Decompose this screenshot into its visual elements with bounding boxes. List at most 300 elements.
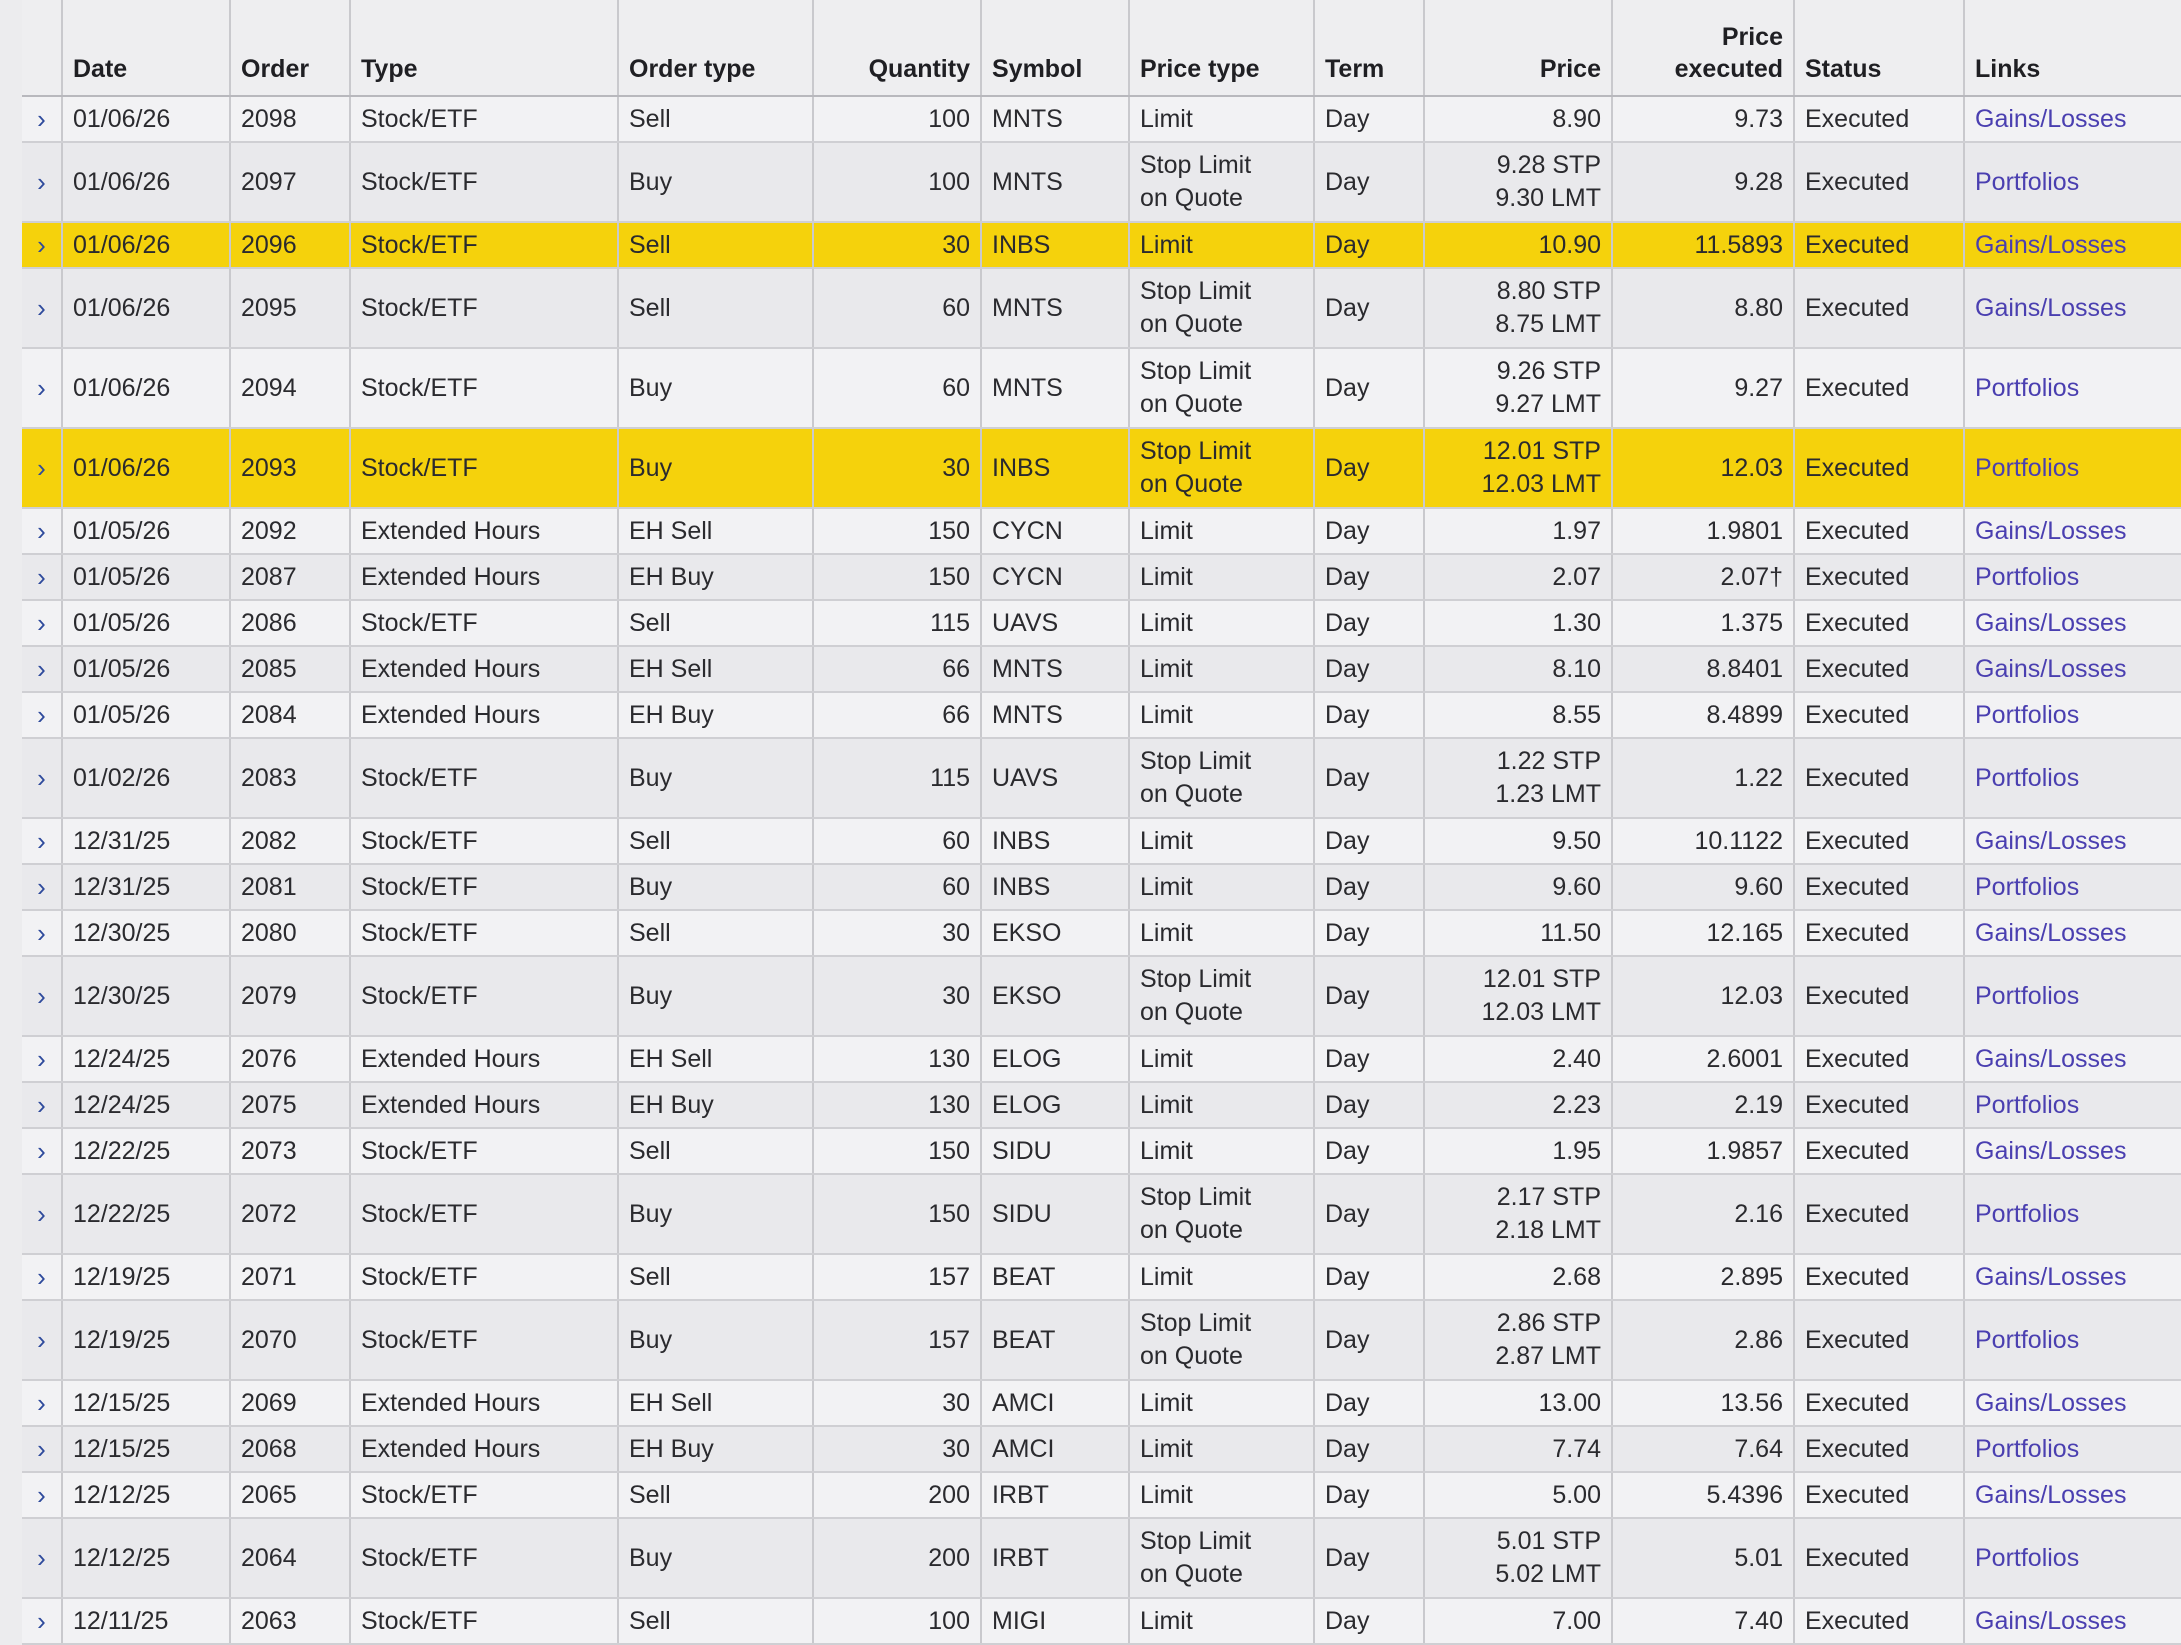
price-cell-text: 5.02 LMT xyxy=(1495,1560,1601,1588)
price-executed-cell-text: 8.4899 xyxy=(1706,700,1783,729)
price-type-cell-text: Limit xyxy=(1140,700,1193,729)
price-type-cell-text: Limit xyxy=(1140,918,1193,947)
status-cell-text: Executed xyxy=(1805,1262,1910,1291)
expand-row-chevron-icon[interactable]: › xyxy=(22,348,62,428)
price-type-cell xyxy=(1129,600,1314,646)
expand-row-chevron-icon[interactable]: › xyxy=(22,1472,62,1518)
price-executed-cell xyxy=(1612,1128,1794,1174)
table-row[interactable] xyxy=(22,818,2181,864)
portfolios-link[interactable] xyxy=(1964,554,2181,600)
portfolios-link[interactable] xyxy=(1964,1174,2181,1254)
table-row[interactable] xyxy=(22,268,2181,348)
status-cell xyxy=(1794,1300,1964,1380)
expand-row-chevron-icon[interactable]: › xyxy=(22,222,62,268)
quantity-cell xyxy=(813,864,981,910)
table-row[interactable] xyxy=(22,508,2181,554)
table-row[interactable] xyxy=(22,96,2181,142)
portfolios-link[interactable] xyxy=(1964,1426,2181,1472)
price-cell xyxy=(1424,818,1612,864)
portfolios-link[interactable] xyxy=(1964,1300,2181,1380)
term-cell xyxy=(1314,1380,1424,1426)
column-header-price-type[interactable]: Price type xyxy=(1129,0,1314,96)
gains-losses-link[interactable] xyxy=(1964,96,2181,142)
date-cell-text: 12/24/25 xyxy=(73,1090,171,1119)
order-type-cell-text: Buy xyxy=(629,373,673,402)
date-cell xyxy=(62,96,230,142)
symbol-cell-text: IRBT xyxy=(992,1480,1049,1509)
price-type-cell-text: Stop Limit xyxy=(1140,437,1252,465)
price-executed-cell xyxy=(1612,1380,1794,1426)
gains-losses-link-text[interactable]: Gains/Losses xyxy=(1975,1136,2127,1165)
status-cell-text: Executed xyxy=(1805,373,1910,402)
term-cell xyxy=(1314,1036,1424,1082)
quantity-cell-text: 60 xyxy=(942,373,970,402)
price-cell xyxy=(1424,1254,1612,1300)
expand-row-chevron-icon[interactable]: › xyxy=(22,1300,62,1380)
status-cell-text: Executed xyxy=(1805,1044,1910,1073)
gains-losses-link[interactable] xyxy=(1964,222,2181,268)
term-cell-text: Day xyxy=(1325,1480,1370,1509)
table-row[interactable] xyxy=(22,1036,2181,1082)
price-type-cell xyxy=(1129,1036,1314,1082)
type-cell-text: Extended Hours xyxy=(361,1388,541,1417)
term-cell-text: Day xyxy=(1325,700,1370,729)
gains-losses-link[interactable] xyxy=(1964,818,2181,864)
order-type-cell-text: Buy xyxy=(629,872,673,901)
price-executed-cell xyxy=(1612,428,1794,508)
date-cell xyxy=(62,428,230,508)
table-row[interactable] xyxy=(22,646,2181,692)
term-cell-text: Day xyxy=(1325,1388,1370,1417)
portfolios-link-text[interactable]: Portfolios xyxy=(1975,1199,2080,1228)
quantity-cell xyxy=(813,1518,981,1598)
table-row[interactable] xyxy=(22,910,2181,956)
gains-losses-link[interactable] xyxy=(1964,1036,2181,1082)
price-type-cell-text: Stop Limit xyxy=(1140,1309,1252,1337)
term-cell-text: Day xyxy=(1325,1199,1370,1228)
table-row[interactable] xyxy=(22,692,2181,738)
expand-row-chevron-icon[interactable]: › xyxy=(22,508,62,554)
gains-losses-link-text[interactable]: Gains/Losses xyxy=(1975,1480,2127,1509)
order-number-cell xyxy=(230,268,350,348)
expand-row-chevron-icon[interactable]: › xyxy=(22,818,62,864)
order-type-cell-text: Sell xyxy=(629,826,671,855)
symbol-cell xyxy=(981,910,1129,956)
type-cell xyxy=(350,1518,618,1598)
date-cell-text: 12/24/25 xyxy=(73,1044,171,1073)
portfolios-link[interactable] xyxy=(1964,348,2181,428)
gains-losses-link[interactable] xyxy=(1964,1128,2181,1174)
expand-row-chevron-icon[interactable]: › xyxy=(22,142,62,222)
symbol-cell-text: CYCN xyxy=(992,516,1063,545)
price-cell xyxy=(1424,222,1612,268)
table-row[interactable] xyxy=(22,142,2181,222)
status-cell-text: Executed xyxy=(1805,562,1910,591)
column-header-order[interactable]: Order xyxy=(230,0,350,96)
term-cell-text: Day xyxy=(1325,1325,1370,1354)
gains-losses-link[interactable] xyxy=(1964,1472,2181,1518)
gains-losses-link[interactable] xyxy=(1964,1254,2181,1300)
type-cell xyxy=(350,1472,618,1518)
price-cell-text: 1.22 STP xyxy=(1496,747,1601,775)
expand-row-chevron-icon[interactable]: › xyxy=(22,1426,62,1472)
quantity-cell xyxy=(813,1300,981,1380)
symbol-cell xyxy=(981,738,1129,818)
price-type-cell xyxy=(1129,508,1314,554)
symbol-cell xyxy=(981,864,1129,910)
table-row[interactable] xyxy=(22,1472,2181,1518)
gains-losses-link[interactable] xyxy=(1964,910,2181,956)
quantity-cell xyxy=(813,1254,981,1300)
term-cell xyxy=(1314,818,1424,864)
portfolios-link-text[interactable]: Portfolios xyxy=(1975,562,2080,591)
price-type-cell xyxy=(1129,818,1314,864)
price-executed-cell-text: 2.19 xyxy=(1734,1090,1783,1119)
expand-row-chevron-icon[interactable]: › xyxy=(22,1036,62,1082)
symbol-cell xyxy=(981,428,1129,508)
table-row[interactable] xyxy=(22,1082,2181,1128)
column-header-symbol[interactable]: Symbol xyxy=(981,0,1129,96)
status-cell xyxy=(1794,818,1964,864)
term-cell-text: Day xyxy=(1325,608,1370,637)
quantity-cell-text: 66 xyxy=(942,700,970,729)
price-executed-cell-text: 5.01 xyxy=(1734,1543,1783,1572)
column-header-type[interactable]: Type xyxy=(350,0,618,96)
date-cell xyxy=(62,348,230,428)
expand-row-chevron-icon[interactable]: › xyxy=(22,692,62,738)
gains-losses-link-text[interactable]: Gains/Losses xyxy=(1975,1606,2127,1635)
column-header-links: Links xyxy=(1964,0,2181,96)
symbol-cell xyxy=(981,818,1129,864)
column-header-quantity[interactable]: Quantity xyxy=(813,0,981,96)
quantity-cell xyxy=(813,1036,981,1082)
price-cell-text: 12.03 LMT xyxy=(1481,998,1601,1026)
table-row[interactable] xyxy=(22,1254,2181,1300)
type-cell xyxy=(350,692,618,738)
term-cell xyxy=(1314,646,1424,692)
symbol-cell xyxy=(981,692,1129,738)
symbol-cell xyxy=(981,348,1129,428)
expand-row-chevron-icon[interactable]: › xyxy=(22,1380,62,1426)
type-cell-text: Stock/ETF xyxy=(361,1480,478,1509)
portfolios-link[interactable] xyxy=(1964,738,2181,818)
symbol-cell xyxy=(981,1036,1129,1082)
price-executed-cell-text: 9.28 xyxy=(1734,167,1783,196)
price-cell xyxy=(1424,1082,1612,1128)
gains-losses-link[interactable] xyxy=(1964,1598,2181,1644)
quantity-cell-text: 200 xyxy=(928,1543,970,1572)
date-cell xyxy=(62,1380,230,1426)
type-cell-text: Stock/ETF xyxy=(361,373,478,402)
order-type-cell xyxy=(618,738,813,818)
date-cell-text: 12/19/25 xyxy=(73,1325,171,1354)
type-cell xyxy=(350,268,618,348)
term-cell xyxy=(1314,1472,1424,1518)
status-cell-text: Executed xyxy=(1805,293,1910,322)
gains-losses-link-text[interactable]: Gains/Losses xyxy=(1975,516,2127,545)
status-cell xyxy=(1794,910,1964,956)
term-cell-text: Day xyxy=(1325,230,1370,259)
order-number-cell-text: 2097 xyxy=(241,167,297,196)
order-type-cell xyxy=(618,268,813,348)
gains-losses-link-text[interactable]: Gains/Losses xyxy=(1975,918,2127,947)
column-header-price-executed[interactable]: Price executed xyxy=(1612,0,1794,96)
price-executed-cell-text: 10.1122 xyxy=(1694,826,1783,855)
symbol-cell xyxy=(981,222,1129,268)
quantity-cell xyxy=(813,1380,981,1426)
gains-losses-link[interactable] xyxy=(1964,508,2181,554)
symbol-cell xyxy=(981,956,1129,1036)
table-row[interactable] xyxy=(22,600,2181,646)
status-cell xyxy=(1794,1254,1964,1300)
quantity-cell xyxy=(813,910,981,956)
price-executed-cell-text: 2.895 xyxy=(1720,1262,1783,1291)
expand-row-chevron-icon[interactable]: › xyxy=(22,646,62,692)
status-cell-text: Executed xyxy=(1805,826,1910,855)
quantity-cell-text: 30 xyxy=(942,1434,970,1463)
portfolios-link-text[interactable]: Portfolios xyxy=(1975,981,2080,1010)
gains-losses-link-text[interactable]: Gains/Losses xyxy=(1975,1262,2127,1291)
order-type-cell-text: Sell xyxy=(629,293,671,322)
status-cell-text: Executed xyxy=(1805,918,1910,947)
expand-row-chevron-icon[interactable]: › xyxy=(22,268,62,348)
order-number-cell-text: 2082 xyxy=(241,826,297,855)
term-cell-text: Day xyxy=(1325,1090,1370,1119)
price-cell xyxy=(1424,864,1612,910)
table-header-row xyxy=(22,0,2181,96)
order-type-cell xyxy=(618,222,813,268)
expand-row-chevron-icon[interactable]: › xyxy=(22,1518,62,1598)
type-cell-text: Stock/ETF xyxy=(361,1262,478,1291)
portfolios-link-text[interactable]: Portfolios xyxy=(1975,763,2080,792)
status-cell-text: Executed xyxy=(1805,1480,1910,1509)
status-cell xyxy=(1794,956,1964,1036)
order-type-cell xyxy=(618,1300,813,1380)
gains-losses-link-text[interactable]: Gains/Losses xyxy=(1975,230,2127,259)
date-cell-text: 12/12/25 xyxy=(73,1543,171,1572)
portfolios-link-text[interactable]: Portfolios xyxy=(1975,373,2080,402)
symbol-cell-text: SIDU xyxy=(992,1199,1052,1228)
portfolios-link-text[interactable]: Portfolios xyxy=(1975,872,2080,901)
type-cell-text: Stock/ETF xyxy=(361,981,478,1010)
term-cell-text: Day xyxy=(1325,1262,1370,1291)
column-header-order-type[interactable]: Order type xyxy=(618,0,813,96)
term-cell xyxy=(1314,956,1424,1036)
price-type-cell xyxy=(1129,1426,1314,1472)
portfolios-link-text[interactable]: Portfolios xyxy=(1975,1543,2080,1572)
gains-losses-link[interactable] xyxy=(1964,646,2181,692)
expand-row-chevron-icon[interactable]: › xyxy=(22,738,62,818)
price-cell-text: 8.90 xyxy=(1552,104,1601,133)
symbol-cell xyxy=(981,1254,1129,1300)
order-type-cell xyxy=(618,646,813,692)
price-cell xyxy=(1424,348,1612,428)
portfolios-link[interactable] xyxy=(1964,428,2181,508)
price-executed-cell xyxy=(1612,1082,1794,1128)
symbol-cell-text: INBS xyxy=(992,453,1051,482)
quantity-cell-text: 150 xyxy=(928,1199,970,1228)
expand-row-chevron-icon[interactable]: › xyxy=(22,428,62,508)
price-type-cell xyxy=(1129,646,1314,692)
date-cell xyxy=(62,1598,230,1644)
portfolios-link[interactable] xyxy=(1964,1082,2181,1128)
status-cell xyxy=(1794,348,1964,428)
table-row[interactable] xyxy=(22,1128,2181,1174)
order-type-cell-text: Sell xyxy=(629,230,671,259)
gains-losses-link-text[interactable]: Gains/Losses xyxy=(1975,104,2127,133)
order-type-cell xyxy=(618,508,813,554)
price-type-cell-text: Stop Limit xyxy=(1140,277,1252,305)
expand-row-chevron-icon[interactable]: › xyxy=(22,600,62,646)
price-executed-cell-text: 1.9801 xyxy=(1706,516,1783,545)
type-cell xyxy=(350,1174,618,1254)
expand-row-chevron-icon[interactable]: › xyxy=(22,956,62,1036)
price-executed-cell xyxy=(1612,738,1794,818)
term-cell xyxy=(1314,1174,1424,1254)
status-cell xyxy=(1794,1426,1964,1472)
gains-losses-link-text[interactable]: Gains/Losses xyxy=(1975,1388,2127,1417)
table-row[interactable] xyxy=(22,1426,2181,1472)
price-type-cell-text: on Quote xyxy=(1140,1560,1243,1588)
gains-losses-link[interactable] xyxy=(1964,1380,2181,1426)
expand-row-chevron-icon[interactable]: › xyxy=(22,1174,62,1254)
term-cell xyxy=(1314,738,1424,818)
quantity-cell xyxy=(813,96,981,142)
quantity-cell-text: 100 xyxy=(928,167,970,196)
date-cell xyxy=(62,600,230,646)
table-row[interactable] xyxy=(22,1380,2181,1426)
price-cell xyxy=(1424,910,1612,956)
gains-losses-link-text[interactable]: Gains/Losses xyxy=(1975,293,2127,322)
term-cell xyxy=(1314,508,1424,554)
price-type-cell xyxy=(1129,1472,1314,1518)
gains-losses-link-text[interactable]: Gains/Losses xyxy=(1975,608,2127,637)
expand-row-chevron-icon[interactable]: › xyxy=(22,1598,62,1644)
expand-row-chevron-icon[interactable]: › xyxy=(22,96,62,142)
portfolios-link-text[interactable]: Portfolios xyxy=(1975,1090,2080,1119)
price-executed-cell-text: 8.8401 xyxy=(1706,654,1783,683)
term-cell-text: Day xyxy=(1325,1543,1370,1572)
table-row[interactable] xyxy=(22,1300,2181,1380)
order-type-cell-text: EH Sell xyxy=(629,1388,713,1417)
portfolios-link[interactable] xyxy=(1964,1518,2181,1598)
table-row[interactable] xyxy=(22,1598,2181,1644)
order-type-cell-text: Buy xyxy=(629,1199,673,1228)
symbol-cell-text: MNTS xyxy=(992,373,1063,402)
expand-row-chevron-icon[interactable]: › xyxy=(22,1082,62,1128)
portfolios-link-text[interactable]: Portfolios xyxy=(1975,167,2080,196)
type-cell xyxy=(350,1254,618,1300)
expand-row-chevron-icon[interactable]: › xyxy=(22,1254,62,1300)
portfolios-link-text[interactable]: Portfolios xyxy=(1975,1325,2080,1354)
portfolios-link[interactable] xyxy=(1964,864,2181,910)
gains-losses-link[interactable] xyxy=(1964,268,2181,348)
date-cell-text: 12/22/25 xyxy=(73,1199,171,1228)
date-cell-text: 01/05/26 xyxy=(73,562,171,591)
portfolios-link-text[interactable]: Portfolios xyxy=(1975,1434,2080,1463)
price-executed-cell xyxy=(1612,910,1794,956)
table-row[interactable] xyxy=(22,864,2181,910)
price-executed-cell-text: 1.375 xyxy=(1720,608,1783,637)
gains-losses-link[interactable] xyxy=(1964,600,2181,646)
portfolios-link[interactable] xyxy=(1964,142,2181,222)
status-cell-text: Executed xyxy=(1805,1543,1910,1572)
column-header-price[interactable]: Price xyxy=(1424,0,1612,96)
date-cell-text: 01/06/26 xyxy=(73,230,171,259)
price-cell-text: 9.26 STP xyxy=(1496,357,1601,385)
gains-losses-link-text[interactable]: Gains/Losses xyxy=(1975,826,2127,855)
order-type-cell-text: EH Buy xyxy=(629,1434,714,1463)
column-header-date[interactable]: Date xyxy=(62,0,230,96)
status-cell xyxy=(1794,1082,1964,1128)
symbol-cell-text: MNTS xyxy=(992,700,1063,729)
symbol-cell xyxy=(981,1598,1129,1644)
order-number-cell-text: 2063 xyxy=(241,1606,297,1635)
type-cell-text: Stock/ETF xyxy=(361,918,478,947)
order-type-cell-text: Sell xyxy=(629,1606,671,1635)
order-type-cell xyxy=(618,1254,813,1300)
term-cell xyxy=(1314,222,1424,268)
portfolios-link[interactable] xyxy=(1964,692,2181,738)
type-cell-text: Stock/ETF xyxy=(361,1543,478,1572)
gains-losses-link-text[interactable]: Gains/Losses xyxy=(1975,1044,2127,1073)
price-cell xyxy=(1424,600,1612,646)
price-type-cell-text: Limit xyxy=(1140,872,1193,901)
expand-row-chevron-icon[interactable]: › xyxy=(22,554,62,600)
table-row[interactable] xyxy=(22,956,2181,1036)
order-type-cell-text: Buy xyxy=(629,167,673,196)
order-number-cell-text: 2080 xyxy=(241,918,297,947)
portfolios-link[interactable] xyxy=(1964,956,2181,1036)
quantity-cell-text: 100 xyxy=(928,1606,970,1635)
table-row[interactable] xyxy=(22,738,2181,818)
column-header-term[interactable]: Term xyxy=(1314,0,1424,96)
table-row[interactable] xyxy=(22,1174,2181,1254)
gains-losses-link-text[interactable]: Gains/Losses xyxy=(1975,654,2127,683)
date-cell xyxy=(62,692,230,738)
symbol-cell-text: INBS xyxy=(992,872,1051,901)
table-row[interactable] xyxy=(22,1518,2181,1598)
price-executed-cell xyxy=(1612,1426,1794,1472)
table-row[interactable] xyxy=(22,554,2181,600)
expand-row-chevron-icon[interactable]: › xyxy=(22,1128,62,1174)
status-cell xyxy=(1794,96,1964,142)
table-row[interactable] xyxy=(22,348,2181,428)
price-type-cell-text: Stop Limit xyxy=(1140,357,1252,385)
symbol-cell xyxy=(981,600,1129,646)
price-type-cell xyxy=(1129,428,1314,508)
expand-row-chevron-icon[interactable]: › xyxy=(22,910,62,956)
quantity-cell xyxy=(813,818,981,864)
table-row[interactable] xyxy=(22,222,2181,268)
price-cell xyxy=(1424,508,1612,554)
price-executed-cell-text: 2.86 xyxy=(1734,1325,1783,1354)
order-number-cell-text: 2098 xyxy=(241,104,297,133)
term-cell-text: Day xyxy=(1325,1606,1370,1635)
order-type-cell xyxy=(618,1472,813,1518)
column-header-status[interactable]: Status xyxy=(1794,0,1964,96)
table-row[interactable] xyxy=(22,428,2181,508)
expand-row-chevron-icon[interactable]: › xyxy=(22,864,62,910)
portfolios-link-text[interactable]: Portfolios xyxy=(1975,453,2080,482)
order-type-cell-text: EH Sell xyxy=(629,1044,713,1073)
term-cell-text: Day xyxy=(1325,453,1370,482)
portfolios-link-text[interactable]: Portfolios xyxy=(1975,700,2080,729)
price-executed-cell-text: 9.60 xyxy=(1734,872,1783,901)
quantity-cell-text: 66 xyxy=(942,654,970,683)
price-cell-text: 12.01 STP xyxy=(1482,965,1601,993)
order-type-cell-text: Sell xyxy=(629,104,671,133)
